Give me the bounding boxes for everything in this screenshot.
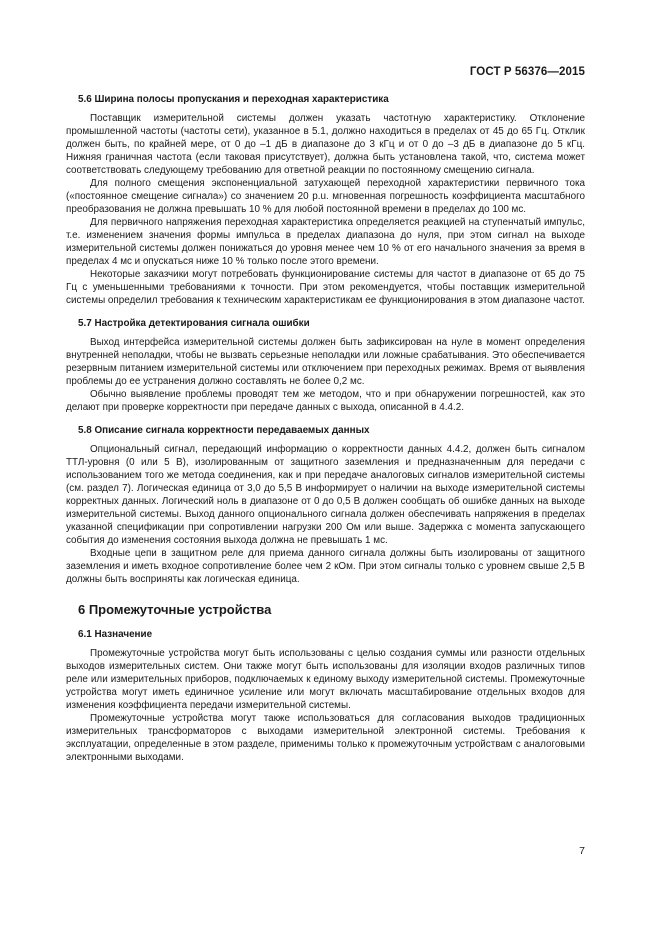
paragraph: Для первичного напряжения переходная характеристика определяется реакцией на ступенчатый импульс, т.е. изменением значения формы импульса в пределах диапазона до нуля, при этом сигнал на выходе измерительной системы должен понижаться до уровня менее чем 10 % от его начального значения за время в пределах 4 мс и опускаться ниже 10 % только после этого времени.: [66, 217, 585, 267]
paragraph: Поставщик измерительной системы должен указать частотную характеристику. Отклонение промышленной частоты (частоты сети), указанное в 5.1, должно находиться в пределах от 45 до 65 Гц. Отклик должен быть, по крайней мере, от 0 до –1 дБ в диапазоне до 3 кГц и от 0 до –3 дБ в диапазоне до 5 кГц. Нижняя граничная частота (если таковая присутствует), должна быть установлена такой, что, система может соответствовать следующему требованию для ответной реакции по постоянному смещению сигнала.: [66, 113, 585, 176]
paragraph: Для полного смещения экспоненциальной затухающей переходной характеристики первичного тока («постоянное смещение сигнала») со значением 20 p.u. мгновенная погрешность коэффициента масштабного преобразования не должна превышать 10 % для любой постоянной времени в пределах до 100 мс.: [66, 178, 585, 215]
page-number: 7: [579, 845, 585, 857]
page-content: [66, 93, 585, 764]
section-6: [66, 602, 585, 764]
paragraph: Промежуточные устройства могут также использоваться для согласования выходов традиционных измерительных трансформаторов с выходами измерительной электронной системы. Требования к эксплуатации, определенные в этом разделе, применимы только к промежуточным устройствам с аналоговыми электронными выходами.: [66, 713, 585, 763]
section-5-8: [66, 424, 585, 586]
section-5-7: [66, 317, 585, 414]
subsection-heading: 6.1 Назначение: [78, 629, 153, 640]
chapter-heading: 6 Промежуточные устройства: [78, 602, 272, 617]
section-heading: 5.7 Настройка детектирования сигнала ошибки: [78, 318, 310, 329]
section-5-6: [66, 93, 585, 307]
paragraph: Некоторые заказчики могут потребовать функционирование системы для частот в диапазоне от 65 до 75 Гц с уменьшенными требованиями к точности. При этом рекомендуется, чтобы поставщик измерительной системы определил требования к техническим характеристикам ее функционирования в этом диапазоне частот.: [66, 269, 585, 306]
paragraph: Входные цепи в защитном реле для приема данного сигнала должны быть изолированы от защитного заземления и иметь входное сопротивление более чем 2 кОм. При этом сигналы только с уровнем свыше 2,5 В должны быть восприняты как логическая единица.: [66, 548, 585, 585]
section-heading: 5.6 Ширина полосы пропускания и переходная характеристика: [78, 94, 389, 105]
section-heading: 5.8 Описание сигнала корректности передаваемых данных: [78, 425, 370, 436]
paragraph: Обычно выявление проблемы проводят тем же методом, что и при обнаружении погрешностей, как это делают при проверке корректности при передаче данных с выхода, описанной в 4.4.2.: [66, 389, 585, 413]
paragraph: Промежуточные устройства могут быть использованы с целью создания суммы или разности отдельных выходов измерительных систем. Они также могут быть использованы для изоляции входов различных типов реле или измерительных приборов, подключаемых к единому выходу измерительной системы. Промежуточные устройства могут иметь единичное усиление или могут включать масштабирование отдельных входов для изменения коэффициента передачи измерительной системы.: [66, 648, 585, 711]
standard-number: ГОСТ Р 56376—2015: [469, 66, 585, 78]
paragraph: Опциональный сигнал, передающий информацию о корректности данных 4.4.2, должен быть сигналом ТТЛ-уровня (0 или 5 В), изолированным от защитного заземления и предназначенным для передачи с использованием того же метода соединения, как и при передаче аналоговых сигналов измерительной системы (см. раздел 7). Логическая единица от 3,0 до 5,5 В информирует о наличии на выходе измерительной системы корректных данных. Логический ноль в диапазоне от 0 до 0,5 В должен сообщать об ошибке данных на выходе измерительной системы. Выход данного опционального сигнала должен обеспечивать напряжения в пределах указанной спецификации при сопротивлении нагрузки 200 Ом или выше. Задержка с момента запускающего события до изменения состояния выхода должна не превышать 1 мс.: [66, 444, 585, 546]
paragraph: Выход интерфейса измерительной системы должен быть зафиксирован на нуле в момент определения внутренней неполадки, чтобы не вызвать серьезные неполадки или ложные срабатывания. Это обеспечивается резервным питанием измерительной системы или отключением при переходных режимах. Время от выявления проблемы до ее устранения должно составлять не более 0,2 мс.: [66, 337, 585, 387]
